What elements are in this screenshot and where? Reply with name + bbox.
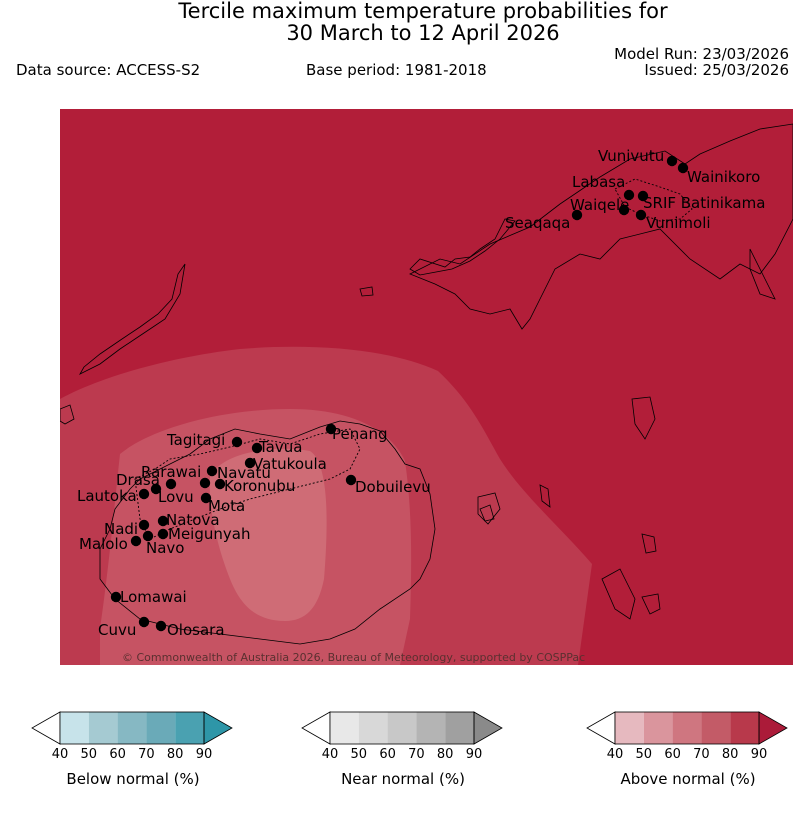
above-normal-colorbar — [587, 712, 789, 788]
near-normal-colorbar-title: Near normal (%) — [341, 770, 465, 788]
station-label-lautoka: Lautoka — [77, 487, 137, 505]
near-colorbar-tick-40: 40 — [321, 747, 339, 762]
station-marker-tagitagi[interactable] — [232, 437, 242, 447]
near-colorbar-low-extension — [302, 712, 330, 744]
near-colorbar-tick-80: 80 — [436, 747, 454, 762]
station-marker-rarawai[interactable] — [207, 466, 217, 476]
copyright-notice: © Commonwealth of Australia 2026, Bureau of Meteorology, supported by COSPPac — [122, 651, 586, 664]
above-colorbar-tick-50: 50 — [635, 747, 653, 762]
above-colorbar-low-extension — [587, 712, 615, 744]
station-label-lomawai: Lomawai — [120, 588, 187, 606]
station-label-waiqele: Waiqele — [570, 196, 630, 214]
below-colorbar-high-extension — [204, 712, 232, 744]
near-colorbar-tick-50: 50 — [350, 747, 368, 762]
near-colorbar-tick-70: 70 — [408, 747, 425, 762]
above-colorbar-segment-4 — [701, 712, 730, 744]
base-period-label: Base period: 1981-2018 — [306, 61, 487, 79]
above-colorbar-segment-1 — [615, 712, 644, 744]
station-label-labasa: Labasa — [572, 173, 626, 191]
station-label-mota: Mota — [208, 497, 246, 515]
station-label-seaqaqa: Seaqaqa — [505, 214, 571, 232]
above-colorbar-tick-60: 60 — [664, 747, 681, 762]
near-colorbar-segment-4 — [416, 712, 445, 744]
map-title-line-2: 30 March to 12 April 2026 — [286, 21, 560, 45]
station-label-navatu: Navatu — [217, 464, 271, 482]
below-normal-colorbar — [32, 712, 234, 788]
below-colorbar-segment-3 — [118, 712, 147, 744]
station-label-dobuilevu: Dobuilevu — [355, 478, 431, 496]
above-colorbar-tick-70: 70 — [693, 747, 710, 762]
near-colorbar-tick-60: 60 — [379, 747, 396, 762]
station-label-koronubu: Koronubu — [224, 477, 296, 495]
near-colorbar-high-extension — [474, 712, 502, 744]
station-marker-vunivutu[interactable] — [667, 156, 677, 166]
station-label-vunivutu: Vunivutu — [598, 147, 665, 165]
above-normal-colorbar-title: Above normal (%) — [620, 770, 756, 788]
near-colorbar-segment-1 — [330, 712, 359, 744]
issued-label: Issued: 25/03/2026 — [644, 61, 789, 79]
station-label-olosara: Olosara — [167, 621, 225, 639]
below-colorbar-tick-80: 80 — [166, 747, 184, 762]
near-colorbar-segment-2 — [359, 712, 388, 744]
probability-map[interactable] — [60, 109, 793, 665]
station-label-wainikoro: Wainikoro — [687, 168, 761, 186]
data-source-label: Data source: ACCESS-S2 — [16, 61, 201, 79]
below-colorbar-tick-40: 40 — [51, 747, 69, 762]
model-run-label: Model Run: 23/03/2026 — [614, 45, 789, 63]
station-marker-cuvu[interactable] — [139, 617, 149, 627]
below-colorbar-segment-2 — [89, 712, 118, 744]
below-colorbar-tick-90: 90 — [195, 747, 213, 762]
above-colorbar-segment-5 — [730, 712, 759, 744]
below-colorbar-segment-5 — [175, 712, 204, 744]
station-label-rarawai: Rarawai — [141, 463, 202, 481]
below-colorbar-segment-4 — [146, 712, 175, 744]
station-label-natova: Natova — [166, 511, 220, 529]
station-label-nadi: Nadi — [104, 520, 139, 538]
above-colorbar-segment-3 — [673, 712, 702, 744]
below-colorbar-tick-60: 60 — [109, 747, 126, 762]
station-label-srif-batinikama: SRIF Batinikama — [643, 194, 766, 212]
below-colorbar-low-extension — [32, 712, 60, 744]
map-title-line-1: Tercile maximum temperature probabilities for — [178, 0, 668, 23]
station-label-tavua: Tavua — [259, 438, 303, 456]
below-colorbar-tick-70: 70 — [138, 747, 155, 762]
station-label-lovu: Lovu — [158, 488, 194, 506]
station-label-vatukoula: Vatukoula — [253, 455, 327, 473]
station-marker-olosara[interactable] — [156, 621, 166, 631]
station-label-tagitagi: Tagitagi — [167, 431, 226, 449]
station-label-penang: Penang — [332, 425, 388, 443]
station-label-malolo: Malolo — [79, 535, 128, 553]
below-normal-colorbar-title: Below normal (%) — [66, 770, 200, 788]
station-label-drasa: Drasa — [116, 471, 160, 489]
above-colorbar-segment-2 — [644, 712, 673, 744]
near-colorbar-tick-90: 90 — [465, 747, 483, 762]
above-colorbar-tick-90: 90 — [750, 747, 768, 762]
station-marker-navatu[interactable] — [200, 478, 210, 488]
station-label-cuvu: Cuvu — [98, 621, 137, 639]
near-colorbar-segment-3 — [388, 712, 417, 744]
station-marker-meigunyah[interactable] — [158, 529, 168, 539]
below-colorbar-tick-50: 50 — [80, 747, 98, 762]
below-colorbar-segment-1 — [60, 712, 89, 744]
station-marker-nadi[interactable] — [139, 520, 149, 530]
above-colorbar-high-extension — [759, 712, 787, 744]
near-normal-colorbar — [302, 712, 504, 788]
station-label-vunimoli: Vunimoli — [646, 214, 711, 232]
station-label-meigunyah: Meigunyah — [168, 525, 251, 543]
above-colorbar-tick-40: 40 — [606, 747, 624, 762]
above-colorbar-tick-80: 80 — [721, 747, 739, 762]
station-marker-lautoka[interactable] — [139, 489, 149, 499]
station-label-navo: Navo — [146, 539, 185, 557]
near-colorbar-segment-5 — [445, 712, 474, 744]
